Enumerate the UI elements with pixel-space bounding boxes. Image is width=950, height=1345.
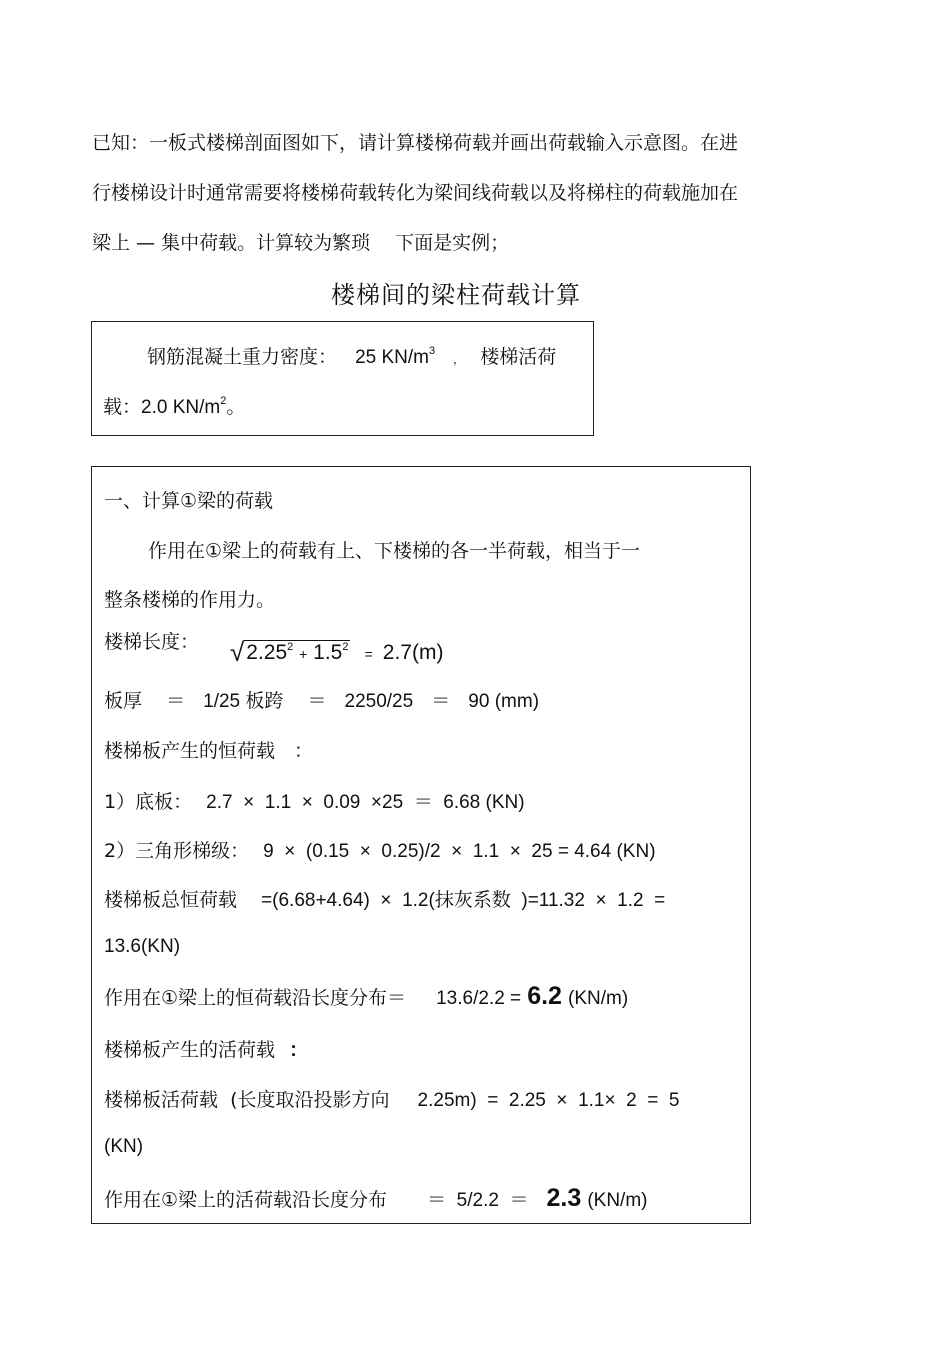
dead-load-distribution-line [104,982,628,1011]
live-load-heading [104,1035,308,1062]
live-load-label: 楼梯板活荷载 (长度取沿投影方向 [104,1089,390,1111]
dead-dist-expr: 13.6/2.2 = [436,988,522,1009]
live-load-distribution-line [104,1184,647,1213]
plus-sign: + [299,646,308,662]
density-exponent: 3 [428,345,436,357]
total-dead-load-result: 13.6(KN) [104,936,181,957]
live-load-expr: 2.25m) = 2.25 × 1.1× 2 = 5 [417,1090,680,1111]
thickness-expr: 1/25 板跨 [203,691,284,712]
sqrt-expression [230,635,350,666]
calc-heading: 一、计算①梁的荷载 [104,490,274,512]
density-label: 钢筋混凝土重力密度： [147,346,338,368]
dead-dist-label: 作用在①梁上的恒荷载沿长度分布＝ [104,987,407,1009]
stair-length-formula [230,635,443,666]
live-load-period: 。 [226,396,246,418]
length-b-exp: 2 [342,641,349,653]
density-value: 25 KN/m [355,347,429,368]
intro-line-2: 行楼梯设计时通常需要将楼梯荷载转化为梁间线荷载以及将梯柱的荷载施加在 [92,182,739,204]
item-1-expr: 2.7 × 1.1 × 0.09 ×25 ＝ 6.68 (KN) [206,792,525,813]
dead-dist-value: 6.2 [527,982,562,1010]
length-a: 2.25 [246,641,288,664]
live-load-exponent: 2 [220,395,227,407]
intro-line-3: 梁上 — 集中荷载。计算较为繁琐 下面是实例； [92,232,510,254]
live-load-value: 2.0 KN/m [141,397,221,418]
live-heading-colon: ： [289,1039,309,1061]
live-dist-value: 2.3 [546,1184,582,1212]
thickness-eq-3: ＝ [431,690,451,712]
live-dist-expr: ＝ 5/2.2 ＝ [427,1190,529,1211]
separator: ， [453,353,465,366]
item-2-line [104,836,656,863]
length-result: 2.7(m) [382,641,444,664]
document-title: 楼梯间的梁柱荷载计算 [331,281,581,309]
thickness-eq-1: ＝ [166,690,186,712]
live-load-result: (KN) [104,1136,144,1157]
thickness-calc: 2250/25 [344,691,414,712]
calc-description-2: 整条楼梯的作用力。 [104,589,276,611]
density-line [147,342,556,369]
thickness-result: 90 (mm) [468,691,540,712]
dead-dist-unit: (KN/m) [568,988,629,1009]
stair-length-label: 楼梯长度： [104,631,200,653]
total-dead-load-label: 楼梯板总恒荷载 [104,889,238,911]
dead-load-heading: 楼梯板产生的恒荷载 ： [104,740,314,762]
length-a-exp: 2 [287,641,294,653]
thickness-eq-2: ＝ [307,690,327,712]
live-load-line [103,392,245,419]
live-heading-label: 楼梯板产生的活荷载 [104,1039,276,1061]
total-dead-load-line [104,885,665,912]
sqrt-icon: √ [230,637,245,667]
live-dist-label: 作用在①梁上的活荷载沿长度分布 [104,1189,388,1211]
parameters-box [91,321,594,436]
calculation-box [91,466,751,1224]
equals-sign: = [364,646,373,662]
thickness-line [104,686,539,713]
live-dist-unit: (KN/m) [587,1190,648,1211]
calc-description-1: 作用在①梁上的荷载有上、下楼梯的各一半荷载，相当于一 [148,540,641,562]
item-1-label: 1）底板： [104,791,193,813]
intro-line-1: 已知：一板式楼梯剖面图如下，请计算楼梯荷载并画出荷载输入示意图。在进 [92,132,739,154]
length-b: 1.5 [313,641,343,664]
item-2-expr: 9 × (0.15 × 0.25)/2 × 1.1 × 25 = 4.64 (KN) [263,841,656,862]
item-1-line [104,787,525,814]
thickness-label: 板厚 [104,690,143,712]
live-load-label: 楼梯活荷 [480,346,557,368]
live-load-label-2: 载： [103,396,142,418]
total-dead-load-expr: =(6.68+4.64) × 1.2(抹灰系数 )=11.32 × 1.2 = [261,890,666,911]
live-load-line [104,1085,680,1112]
item-2-label: 2）三角形梯级： [104,840,250,862]
